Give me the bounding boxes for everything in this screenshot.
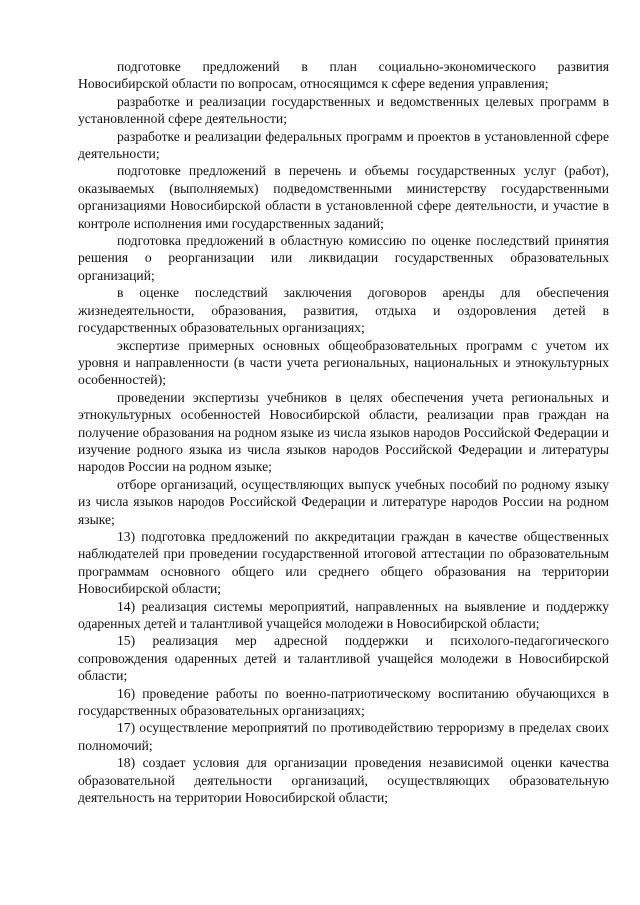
paragraph-plan-proposals: подготовке предложений в план социально-экономического развития Новосибирской области по вопросам, относящимся к сфере ведения управления;	[78, 59, 609, 92]
document-page	[78, 58, 609, 806]
paragraph-federal-programs: разработке и реализации федеральных программ и проектов в установленной сфере деятельности;	[78, 128, 609, 162]
paragraph-item-16: 16) проведение работы по военно-патриотическому воспитанию обучающихся в государственных образовательных организациях;	[78, 685, 609, 719]
paragraph-textbook-expertise: проведении экспертизы учебников в целях обеспечения учета региональных и этнокультурных особенностей Новосибирской области, реализации прав граждан на получение образования на родном языке из числа языков народов Российской Федерации и изучение родного языка из числа языков народов Российской Федерации и литературы народов России на родном языке;	[78, 389, 609, 475]
paragraph-item-14: 14) реализация системы мероприятий, направленных на выявление и поддержку одаренных детей и талантливой учащейся молодежи в Новосибирской области;	[78, 598, 609, 631]
paragraph-publisher-selection: отборе организаций, осуществляющих выпуск учебных пособий по родному языку из числа языков народов Российской Федерации и литературе народов России на родном языке;	[78, 476, 609, 527]
paragraph-reorganization-commission: подготовка предложений в областную комиссию по оценке последствий принятия решения о реорганизации или ликвидации государственных образовательных организаций;	[78, 233, 609, 283]
paragraph-lease-assessment: в оценке последствий заключения договоров аренды для обеспечения жизнедеятельности, образования, развития, отдыха и оздоровления детей в государственных образовательных организациях;	[78, 285, 609, 336]
paragraph-target-programs: разработке и реализации государственных и ведомственных целевых программ в установленной сфере деятельности;	[78, 93, 609, 127]
paragraph-item-17: 17) осуществление мероприятий по противодействию терроризму в пределах своих полномочий;	[78, 720, 609, 753]
paragraph-item-15: 15) реализация мер адресной поддержки и психолого-педагогического сопровождения одаренных детей и талантливой учащейся молодежи в Новосибирской области;	[78, 633, 609, 684]
paragraph-item-13: 13) подготовка предложений по аккредитации граждан в качестве общественных наблюдателей при проведении государственной итоговой аттестации по образовательным программам основного общего или среднего общего образования на территории Новосибирской области;	[78, 528, 609, 597]
paragraph-item-18: 18) создает условия для организации проведения независимой оценки качества образовательной деятельности организаций, осуществляющих образовательную деятельность на территории Новосибирской области;	[78, 755, 609, 806]
paragraph-state-services: подготовке предложений в перечень и объемы государственных услуг (работ), оказываемых (выполняемых) подведомственными министерству государственными организациями Новосибирской области в установленной сфере деятельности, и участие в контроле исполнения ими государственных заданий;	[78, 163, 609, 231]
paragraph-program-expertise: экспертизе примерных основных общеобразовательных программ с учетом их уровня и направленности (в части учета региональных, национальных и этнокультурных особенностей);	[78, 337, 609, 388]
